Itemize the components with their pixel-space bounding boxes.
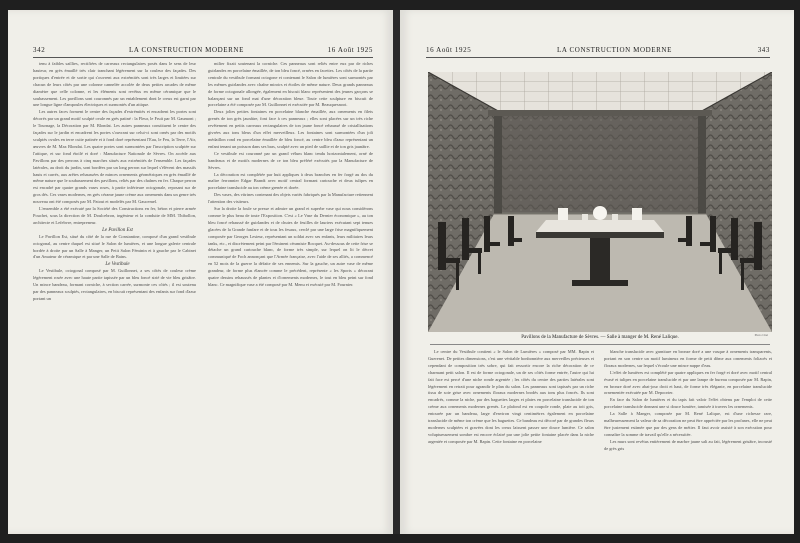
paragraph: Le Pavillon Est, situé du côté de la rue de Constantine, composé d'un grand vestibule octogonal, au centre duquel est situé le Salon de lumières, et une longue galerie centrale bordée à droite par un Salle à Manger, un Petit Salon Féminin et à gauche par le Cabinet d'un Amateur de céramique et par une Salle de Bains.	[33, 233, 196, 260]
paragraph: L'effet de lumières est complété par quatre appliques en fer forgé et doré avec motif central évasé et tulipes en porcelaine translucide et par une lampe de bureau composée par M. Rapin, en bronze doré avec abat-jour droit et haut, de forme très élégante, en porcelaine translucide ornementée exécutée par M. Depoorter.	[604, 369, 772, 396]
paragraph: L'ensemble a été exécuté par la Société des Constructions en fer, béton et pierre armée Pouchet, sous la direction de M. Doulcebron, ingénieur et la conduite de MM. Thibollon, architecte et Lefebvre, entrepreneur.	[33, 206, 196, 225]
paragraph: Sur la droite la foule se presse et admire un grand et superbe vase qui nous considérons comme le plus beau de toute l'Exposition. C'est « Le Vase du Dernier économique », au ton bleu foncé rehaussé de guirlandes et de chutes de feuilles de lauriers exécutant sept tenues glacées de la Grande fanfare et de tous les fesaux, cerclé par une large frise magnifiquement composée par Georges Lesieur, représentant un soldat avec ses enfants, leurs militaires leurs tanks, etc., et discrètement peint par l'éminent céramiste Bocquet. Au-dessous de cette frise se détache un grand cartouche blanc, de forme très simple, sur lequel on lit le décret communiqué de Foch annonçant que l'Armée française, avec l'aide de ses alliés, a commencé en 52 mois de la guerre la défaite de ses ennemis. Sur la gauche, un autre vase de même grandeur, de forme plus élancée comme le précédent, représente « les Sports » décorant quatre dessins rehaussés de plantes et d'ornements modernes, le tout en bleu peint sur fond blanc. Ce magnifique vase a été composé par M. Menu et exécuté par M. Fournier.	[208, 206, 373, 287]
paragraph: Deux jolies petites fontaines en porcelaine blanche émaillée, aux ornements en filets grenés de ton grès jaunâtre, font face à ces panneaux ; elles sont placées sur un très riche revêtement en petits carreaux rectangulaires de ton jaune foncé rehaussé de cristallisations givrées aux tons bleus d'un effet merveilleux. Les fontaines sont surmontées d'un joli médaillon rond en porcelaine émaillée de bleu foncé, au centre bleu d'azur représentant un enfant tenant un poisson dans ses bras, sculpté avec un pied de saillie et de ton gris jaunâtre.	[208, 109, 373, 149]
paragraph: Ce vestibule est couronné par un grand vélum blanc tendu horizontalement, orné de bandeaux et de motifs modernes de ce ton bleu préféré exécutés par la Manufacture de Sèvres.	[208, 150, 373, 170]
subheading-vestibule: Le Vestibule	[105, 262, 130, 268]
paragraph: En face du Salon de lumières et du tapis fait valoir l'effet obtenu par l'emploi de cette porcelaine translucide donnant une si douce lumière, tamisée à travers les ornements.	[604, 397, 772, 410]
paragraph: milier fixait soutenant la corniche. Ces panneaux sont reliés entre eux par de riches guirlandes en porcelaine émaillée, de ton bleu foncé, ornées en facettes. Les côtés de la partie centrale du vestibule formant octogone et contenant le Salon de lumières sont surmontés par les mêmes guirlandes avec chaîne miroirs et étoiles de même nature. Deux grands panneaux de forme octogonale allongée, également en biscuit blanc représentent des jeunes garçons se balançant sur un fond mat d'une décoration bleue. Toute cette sculpture en biscuit de porcelaine a été composée par M. Guillonnet et exécutée par M. Beauquesnoot.	[208, 61, 373, 108]
dining-room-illustration	[428, 72, 772, 332]
right-journal-title: LA CONSTRUCTION MODERNE	[557, 46, 672, 54]
right-column-1	[428, 349, 594, 521]
right-header-rule	[426, 57, 770, 58]
caption-separator	[430, 344, 770, 345]
book-gutter	[393, 10, 400, 534]
left-journal-title: LA CONSTRUCTION MODERNE	[129, 46, 244, 54]
paragraph: La Salle à Manger, composée par M. René Lalique, est d'une richesse rare, malheureusement la valeur de sa décoration ne peut être appréciée par les profanes, elle ne peut être justement estimée que par des gens de métier. Il faut avoir assisté à son exécution pour connaître la somme de travail qu'elle a nécessitée.	[604, 411, 772, 437]
left-running-header	[33, 46, 373, 54]
paragraph: blanche translucide avec garniture en bronze doré a une vasque à ornements transparents, portant en son centre un motif lumineux en forme de petit dôme aux ornements foliacés et floraux modernes, sur lequel s'écoule une mince nappe d'eau.	[604, 349, 772, 368]
right-page	[400, 10, 794, 534]
paragraph: Le centre du Vestibule contient « le Salon de Lumières » composé par MM. Rapin et Guerenet. De petites dimensions, c'est une véritable bonbonnière aux merveilles précieuses et cependant de composition très sobre, qui fait ressortir encore la riche décoration de ce charmant petit salon. Il est de forme octogonale, un de ses côtés forme entrée, l'autre qui lui fait face est percé d'une niche ronde argentée ; les côtés du centre des parties latérales sont légèrement en retrait pour agrandir le plan du salon. Les panneaux sont tapissés par un riche tissu de soie grise avec ornements floraux modernes brodés aux tons plus foncés. Ils sont encadrés, comme la niche, par des baguettes larges et plates en porcelaine translucide de ton crème aux ornements modernes grenés. Le plafond est en coupole ronde, plate au toit gris, entourée par un bandeau, large d'environ vingt centimètres également en porcelaine translucide de même ton crème que les baguettes. Ce bandeau est décoré par de grandes fleurs modernes sculptées et gravées dont les creux laissent passer une douce lumière. Ce salon voluptueusement sombre est encore éclairé par une jolie petite fontaine placée dans la niche argentée et composée par M. Rapin. Cette fontaine en porcelaine	[428, 349, 594, 444]
left-header-rule	[33, 57, 373, 58]
left-page	[8, 10, 393, 534]
paragraph: Le Vestibule, octogonal composé par M. Guillonnet, a ses côtés de couleur crème légèrement rosée avec une haute partie tapissée par un bleu foncé strié de vie bleu grisâtre. Un mince bandeau, formant corniche, à section carrée, surmonte ces côtés ; il est soutenu par des panneaux sculptés, rectangulaires, en biscuit représentant des enfants sur fond d'azur portant un	[33, 268, 196, 301]
right-running-header	[426, 46, 770, 54]
right-date: 16 Août 1925	[426, 46, 472, 54]
paragraph: Des vases, des vitrines contenant des objets variés fabriqués par la Manufacture retiennent l'attention des visiteurs.	[208, 192, 373, 205]
right-column-2	[604, 349, 772, 521]
paragraph: Les autres faces forment le centre des façades d'extrémités et encadrent les portes sont décorés par un grand motif sculpté ovale en grès patiné : la Fleur, le Fruit par M. Gaumont ; le Tournage, la Décoration par M. Blondat. Les autres panneaux constituent le centre des façades sur le jardin et encadrent les portes s'ouvrant sur celui-ci sont ornés par des motifs sculptés ovales en terre cuite patinée et à fond doré représentant l'Eau, le Feu, la Terre, l'Air, œuvres de M. Max Blondat. Les quatre portes sont surmontées par l'inscription sculptée sur l'attique, et sur fond étoilé et doré : Manufacture Nationale de Sèvres. On accède aux Pavillons par des perrons à cinq marches situés aux extrémités de l'ensemble. Les façades latérales, au droit du jardin, sont bordées par un long perron sur lequel s'élèvent des massifs hauts et carrés, aux arêtes rehaussées de minces ornements géométriques en grès émaillé de même nature que le soubassement des pavillons, reliés par des chaînes en fer. Chaque perron est encadré par quatre grands vases roses, à partie inférieure octogonale, reposant sur de gros dés. Ces vases modernes, en grès cérame jaune crème aux ornements dans un genre très nouveau ont été composés par M. Patout et modelés par M. Gaucemel.	[33, 109, 196, 205]
paragraph: La décoration est complétée par huit appliques à deux branches en fer forgé au dos du maître ferronnier Edgar Brandt avec motif central formant cartouche et deux tulipes en porcelaine translucide au ton crème grenée et dorée.	[208, 171, 373, 191]
subheading-pavillon-est: Le Pavillon Est	[102, 227, 133, 233]
right-page-number: 343	[757, 46, 770, 54]
paragraph: Les murs sont revêtus entièrement de marbre jaune sali au fait, légèrement grisâtre, incrusté de grès gris	[604, 438, 772, 451]
photo-credit: Photo Ciné	[754, 333, 768, 337]
paragraph: tenu à faibles saillies, rectifiées de carreaux rectangulaires posés dans le sens de leur hauteur, en grès émaillé très clair tranchant légèrement sur la couleur des façades. Des portiques d'entrée et de sortie qui s'ouvrent aux extrémités sont très larges et limitées sur chacun de leurs côtés par une colonne cannelée accolée de deux petites arcades de même diamètre que celle colonne, et les éléments sont revêtus en même céramique que le soubassement. Les pavillons sont couronnés par un entablement dont le creux est garni par une longue ligne d'ampoules électriques et surmontés d'un attique.	[33, 61, 196, 108]
dining-room-photo	[428, 72, 772, 332]
left-column-2	[208, 61, 373, 519]
left-page-number: 342	[33, 46, 46, 54]
left-date: 16 Août 1925	[327, 46, 373, 54]
left-column-1	[33, 61, 196, 519]
photo-caption: Pavillons de la Manufacture de Sèvres. — Salle à manger de M. René Lalique.	[521, 335, 679, 340]
